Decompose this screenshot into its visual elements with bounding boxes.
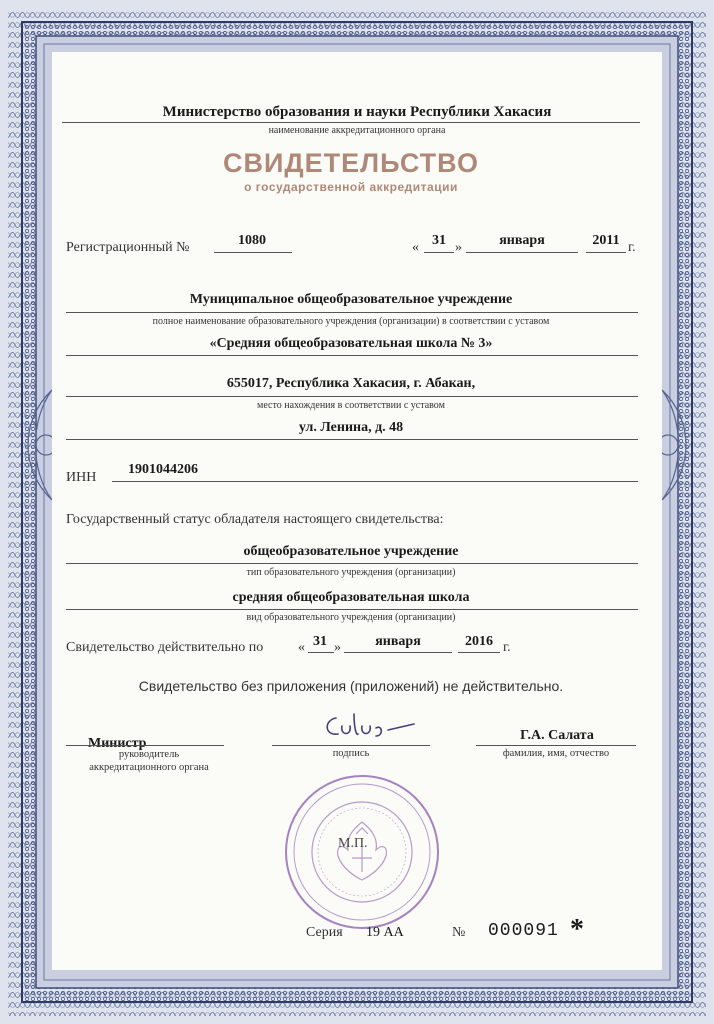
serial-star: *: [570, 914, 584, 945]
institution-name-line: [66, 355, 638, 356]
validity-month-line: [344, 652, 452, 653]
position-line: [66, 745, 224, 746]
number-label: №: [452, 925, 466, 940]
institution-name: «Средняя общеобразовательная школа № 3»: [209, 336, 493, 351]
status-type-caption: тип образовательного учреждения (организации): [246, 567, 456, 578]
signer-caption: фамилия, имя, отчество: [502, 748, 610, 759]
registration-day: 31: [432, 233, 446, 248]
inn-value: 1901044206: [128, 462, 198, 477]
registration-year: 2011: [592, 233, 620, 248]
certificate-subtitle: о государственной аккредитации: [244, 180, 458, 194]
registration-day-line: [424, 252, 454, 253]
signature-line: [272, 745, 430, 746]
address-line2: ул. Ленина, д. 48: [298, 420, 404, 435]
registration-year-suffix: г.: [628, 240, 636, 255]
validity-quote-open: «: [298, 640, 305, 655]
series-value: 19 АА: [366, 925, 404, 940]
certificate-title: СВИДЕТЕЛЬСТВО: [223, 148, 479, 178]
validity-label: Свидетельство действительно по: [66, 640, 264, 655]
validity-day: 31: [313, 634, 327, 649]
registration-year-line: [586, 252, 626, 253]
official-seal: [282, 772, 442, 932]
status-label: Государственный статус обладателя настоящего свидетельства:: [66, 512, 444, 527]
validity-year: 2016: [465, 634, 493, 649]
validity-day-line: [308, 652, 334, 653]
address-line2-line: [66, 439, 638, 440]
signer-position: Министр: [88, 736, 147, 751]
status-kind: средняя общеобразовательная школа: [232, 590, 470, 605]
inn-line: [112, 481, 638, 482]
status-kind-caption: вид образовательного учреждения (организации): [246, 612, 456, 623]
address-caption: место нахождения в соответствии с уставом: [257, 400, 445, 411]
signer-name: Г.А. Салата: [520, 728, 594, 743]
registration-label: Регистрационный №: [66, 240, 190, 255]
validity-year-suffix: г.: [503, 640, 511, 655]
institution-type: Муниципальное общеобразовательное учреждение: [189, 292, 513, 307]
registration-month: января: [499, 233, 545, 248]
institution-caption: полное наименование образовательного учреждения (организации) в соответствии с уставом: [152, 316, 550, 327]
registration-number-line: [214, 252, 292, 253]
validity-year-line: [458, 652, 500, 653]
authority-name: Министерство образования и науки Республики Хакасия: [162, 104, 552, 120]
registration-number: 1080: [238, 233, 266, 248]
authority-caption: наименование аккредитационного органа: [268, 125, 446, 136]
address-line1: 655017, Республика Хакасия, г. Абакан,: [226, 376, 476, 391]
signer-name-line: [476, 745, 636, 746]
series-label: Серия: [306, 925, 343, 940]
number-value: 000091: [488, 921, 559, 941]
signature-caption: подпись: [332, 748, 370, 759]
validity-quote-close: »: [334, 640, 341, 655]
seal-mark: М.П.: [338, 836, 368, 851]
status-kind-line: [66, 609, 638, 610]
handwritten-signature: [318, 706, 428, 748]
status-type: общеобразовательное учреждение: [243, 544, 459, 559]
institution-type-line: [66, 312, 638, 313]
validity-month: января: [375, 634, 421, 649]
status-type-line: [66, 563, 638, 564]
reg-quote-open: «: [412, 240, 419, 255]
inn-label: ИНН: [66, 470, 97, 485]
validity-note: Свидетельство без приложения (приложений) не действительно.: [138, 678, 564, 694]
position-caption: руководитель аккредитационного органа: [89, 749, 209, 773]
reg-quote-close: »: [455, 240, 462, 255]
authority-underline: [62, 122, 640, 123]
address-line1-line: [66, 396, 638, 397]
registration-month-line: [466, 252, 578, 253]
